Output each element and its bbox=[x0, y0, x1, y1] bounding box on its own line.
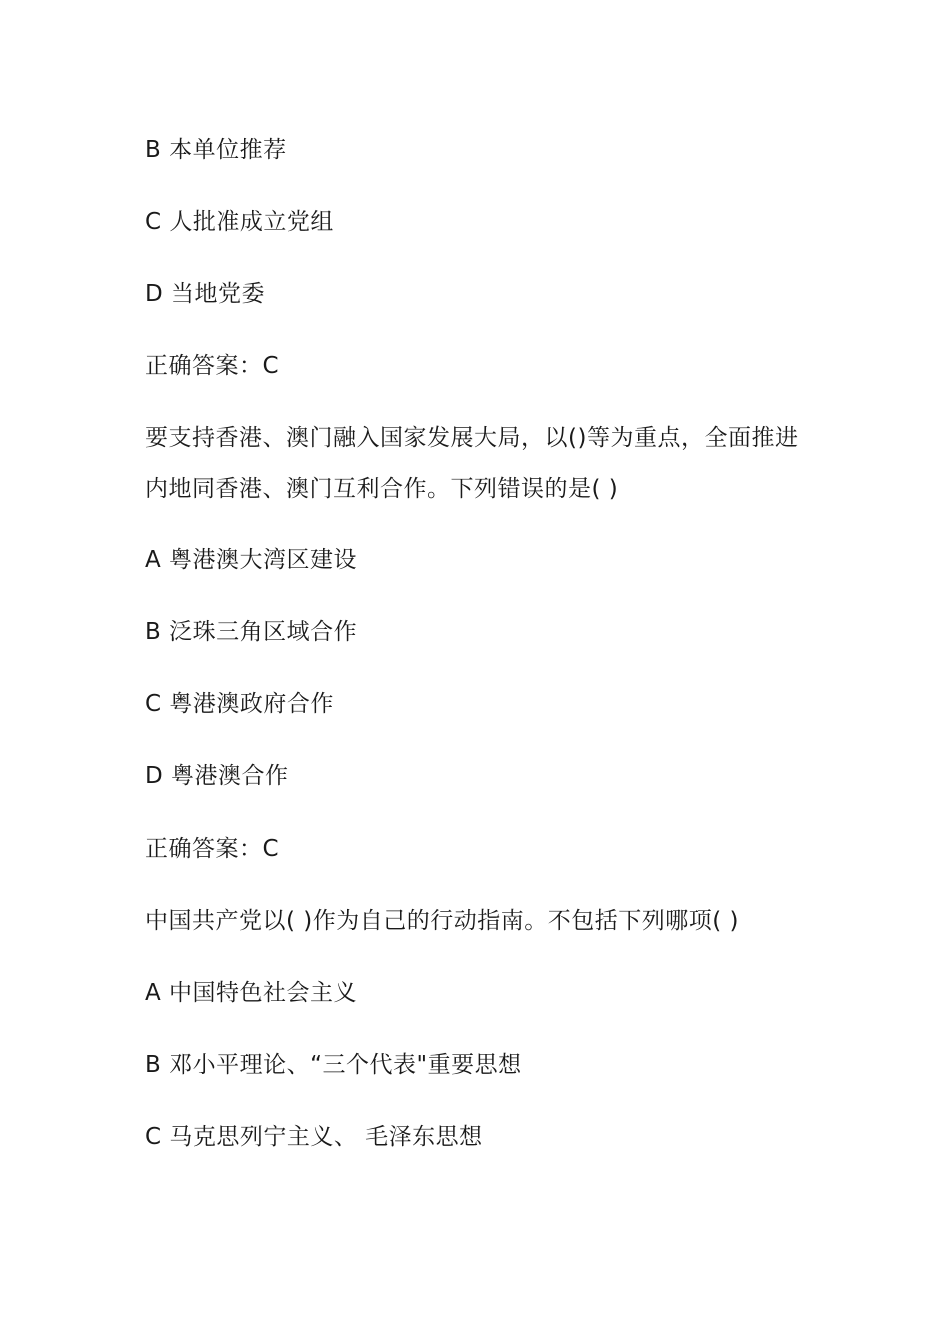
answer-line: 正确答案：C bbox=[145, 836, 280, 862]
option-b-line: B 邓小平理论、“三个代表"重要思想 bbox=[145, 1052, 522, 1078]
option-d-line: D 当地党委 bbox=[145, 281, 266, 307]
option-c-line: C 马克思列宁主义、 毛泽东思想 bbox=[145, 1124, 483, 1150]
option-c-line: C 人批准成立党组 bbox=[145, 209, 334, 235]
option-a-line: A 中国特色社会主义 bbox=[145, 980, 358, 1006]
answer-line: 正确答案：C bbox=[145, 353, 280, 379]
option-d-line: D 粤港澳合作 bbox=[145, 763, 289, 789]
question-text-line: 要支持香港、澳门融入国家发展大局，以()等为重点，全面推进 bbox=[145, 425, 799, 451]
option-c-line: C 粤港澳政府合作 bbox=[145, 691, 334, 717]
option-b-line: B 本单位推荐 bbox=[145, 137, 287, 163]
question-text-line: 内地同香港、澳门互利合作。下列错误的是( ) bbox=[145, 476, 619, 502]
question-text-line: 中国共产党以( )作为自己的行动指南。不包括下列哪项( ) bbox=[145, 908, 740, 934]
option-a-line: A 粤港澳大湾区建设 bbox=[145, 547, 358, 573]
option-b-line: B 泛珠三角区域合作 bbox=[145, 619, 358, 645]
